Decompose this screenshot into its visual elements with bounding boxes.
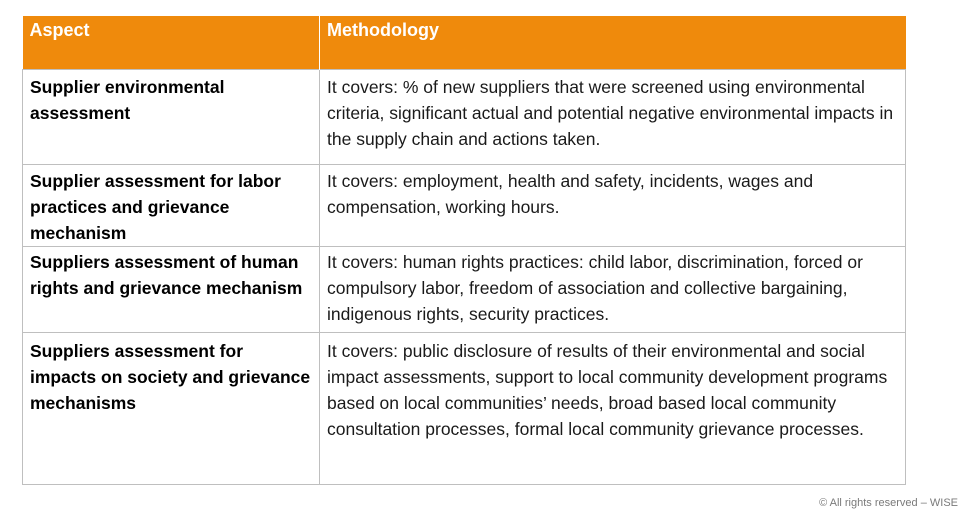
header-row — [23, 16, 906, 69]
table-row — [23, 246, 906, 332]
aspect-cell: Suppliers assessment for impacts on society and grievance mechanisms — [23, 332, 320, 484]
table-row — [23, 69, 906, 164]
methodology-cell: It covers: human rights practices: child labor, discrimination, forced or compulsory labor, freedom of association and collective bargaining, indigenous rights, security practices. — [320, 246, 906, 332]
header-aspect: Aspect — [23, 16, 320, 69]
table-row — [23, 164, 906, 246]
methodology-cell: It covers: % of new suppliers that were screened using environmental criteria, significant actual and potential negative environmental impacts in the supply chain and actions taken. — [320, 69, 906, 164]
methodology-cell: It covers: employment, health and safety, incidents, wages and compensation, working hours. — [320, 164, 906, 246]
table-row — [23, 332, 906, 484]
methodology-table — [22, 16, 906, 485]
aspect-cell: Supplier environmental assessment — [23, 69, 320, 164]
copyright-footer: © All rights reserved – WISE — [819, 497, 958, 509]
aspect-cell: Suppliers assessment of human rights and grievance mechanism — [23, 246, 320, 332]
methodology-cell: It covers: public disclosure of results of their environmental and social impact assessments, support to local community development programs based on local communities’ needs, broad based local community consultation processes, formal local community grievance processes. — [320, 332, 906, 484]
header-methodology: Methodology — [320, 16, 906, 69]
aspect-cell: Supplier assessment for labor practices and grievance mechanism — [23, 164, 320, 246]
